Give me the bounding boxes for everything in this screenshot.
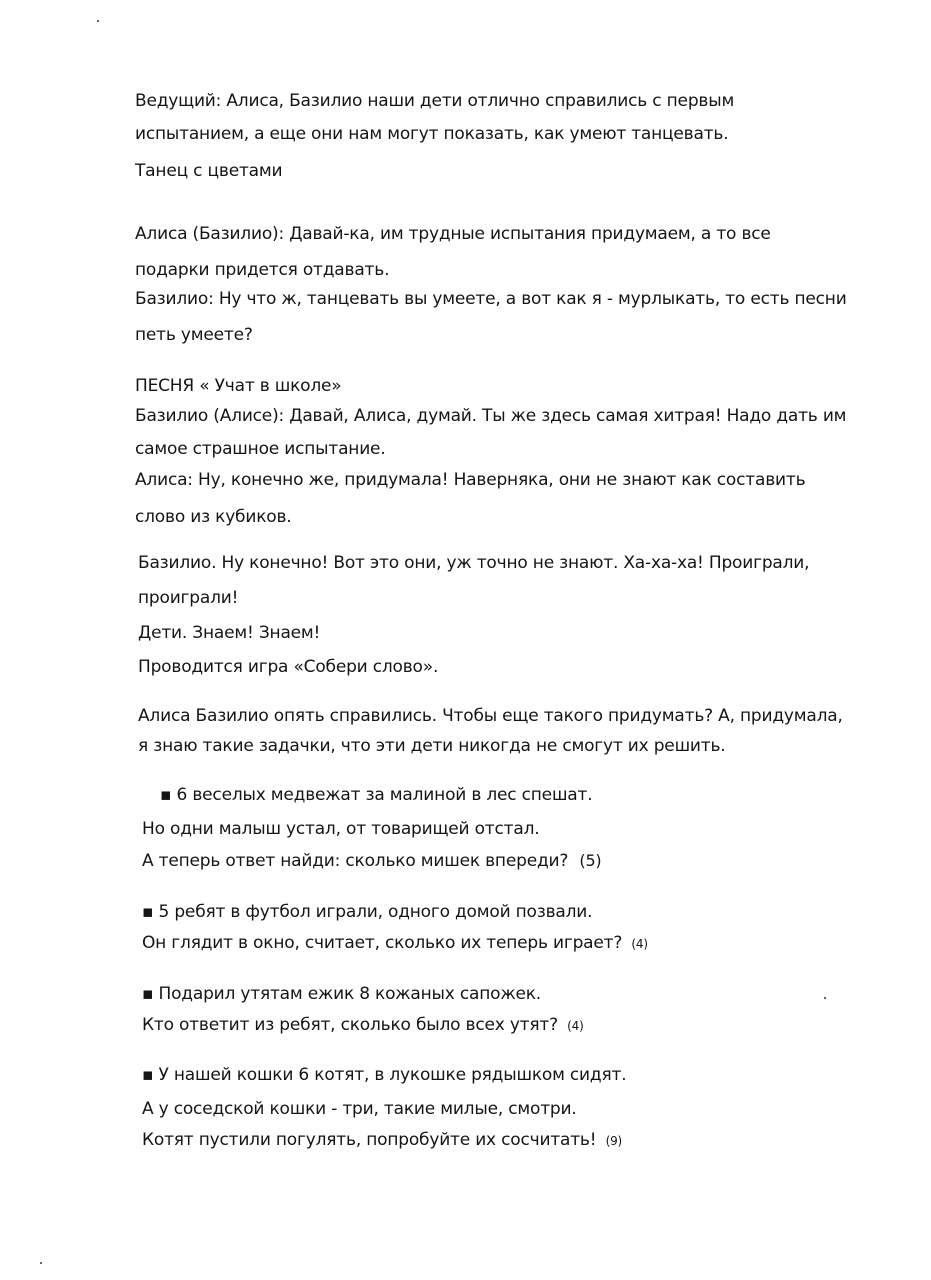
riddle-line — [142, 1013, 584, 1038]
riddle-line — [142, 931, 648, 956]
text-line: испытанием, а еще они нам могут показать, как умеют танцевать. — [135, 124, 729, 144]
text-line: Базилио: Ну что ж, танцевать вы умеете, а вот как я - мурлыкать, то есть песни — [135, 289, 847, 309]
answer-label: (9) — [605, 1134, 622, 1148]
answer-label: (4) — [567, 1019, 584, 1033]
text-line: Ведущий: Алиса, Базилио наши дети отлично справились с первым — [135, 91, 735, 111]
riddle-line — [142, 849, 601, 873]
text-line: проиграли! — [138, 588, 239, 608]
riddle-line: ▪ У нашей кошки 6 котят, в лукошке рядышком сидят. — [142, 1065, 627, 1085]
riddle-line: ▪ 6 веселых медвежат за малиной в лес спешат. — [160, 785, 593, 805]
text-line: Базилио (Алисе): Давай, Алиса, думай. Ты же здесь самая хитрая! Надо дать им — [135, 406, 847, 426]
text-line: самое страшное испытание. — [135, 439, 386, 459]
text-line: подарки придется отдавать. — [135, 260, 390, 280]
text-line: ПЕСНЯ « Учат в школе» — [135, 376, 342, 396]
text-line: Танец с цветами — [135, 161, 283, 181]
text-line: слово из кубиков. — [135, 507, 292, 527]
scan-speck — [40, 1262, 42, 1264]
text-line: Базилио. Ну конечно! Вот это они, уж точно не знают. Ха-ха-ха! Проиграли, — [138, 553, 810, 573]
text-line: Дети. Знаем! Знаем! — [138, 623, 321, 643]
answer-label: (5) — [579, 851, 602, 870]
riddle-line: ▪ 5 ребят в футбол играли, одного домой позвали. — [142, 902, 593, 922]
scan-speck — [824, 997, 826, 999]
scan-speck — [97, 20, 99, 22]
riddle-line: А у соседской кошки - три, такие милые, смотри. — [142, 1099, 577, 1119]
text-line: Алиса Базилио опять справились. Чтобы еще такого придумать? А, придумала, — [138, 706, 843, 726]
text-line: Алиса (Базилио): Давай-ка, им трудные испытания придумаем, а то все — [135, 224, 771, 244]
riddle-line — [142, 1128, 622, 1153]
riddle-text: А теперь ответ найди: сколько мишек впереди? — [142, 851, 569, 871]
answer-label: (4) — [631, 937, 648, 951]
riddle-text: Кто ответит из ребят, сколько было всех утят? — [142, 1015, 558, 1035]
text-line: я знаю такие задачки, что эти дети никогда не смогут их решить. — [138, 736, 726, 756]
riddle-line: Но одни малыш устал, от товарищей отстал. — [142, 819, 540, 839]
riddle-line: ▪ Подарил утятам ежик 8 кожаных сапожек. — [142, 984, 541, 1004]
text-line: Алиса: Ну, конечно же, придумала! Наверняка, они не знают как составить — [135, 470, 806, 490]
text-line: петь умеете? — [135, 325, 253, 345]
text-line: Проводится игра «Собери слово». — [138, 657, 439, 677]
riddle-text: Он глядит в окно, считает, сколько их теперь играет? — [142, 933, 623, 953]
riddle-text: Котят пустили погулять, попробуйте их сосчитать! — [142, 1130, 597, 1150]
